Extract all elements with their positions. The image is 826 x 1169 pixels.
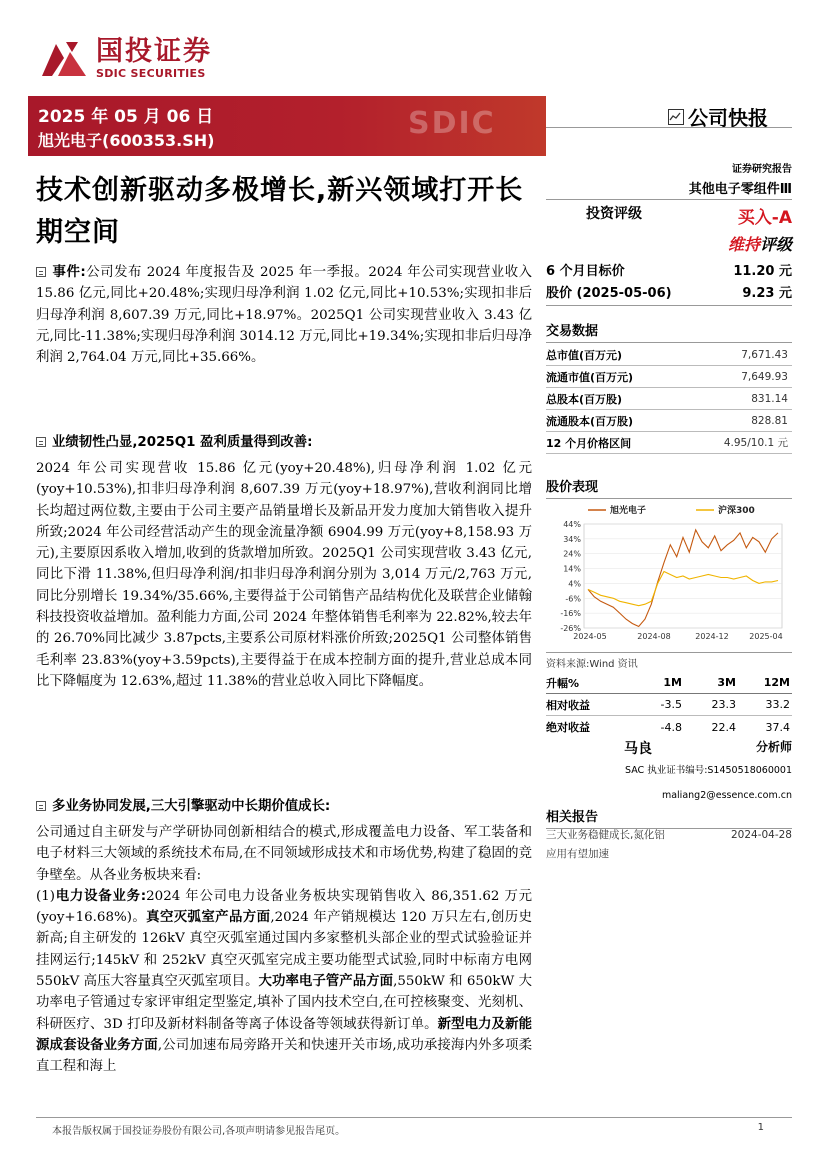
footer: 本报告版权属于国投证券股份有限公司,各项声明请参见报告尾页。 1 [36, 1117, 792, 1137]
report-category: 证券研究报告 [732, 164, 792, 175]
section-icon [36, 267, 46, 277]
logo [38, 36, 212, 80]
y-tick-label: 4% [568, 579, 581, 589]
page-number: 1 [757, 1122, 764, 1133]
section-heading: 多业务协同发展,三大引擎驱动中长期价值成长: [36, 795, 532, 814]
table-row: 流通市值(百万元) 7,649.93 [546, 366, 792, 388]
y-tick-label: 14% [563, 564, 581, 574]
analyst-sac: SAC 执业证书编号:S1450518060001 [625, 765, 792, 776]
table-row: 12 个月价格区间 4.95/10.1 元 [546, 432, 792, 454]
y-tick-label: -6% [565, 594, 581, 604]
analyst-name: 马良 [624, 741, 652, 757]
x-tick-label: 2024-05 [573, 632, 607, 641]
current-price: 股价 (2025-05-06) 9.23 元 [546, 282, 792, 306]
related-report-item[interactable]: 三大业务稳健成长,氮化铝 2024-04-28 应用有望加速 [546, 829, 792, 860]
table-row: 总股本(百万股) 831.14 [546, 388, 792, 410]
table-row: 流通股本(百万股) 828.81 [546, 410, 792, 432]
section-icon [36, 437, 46, 447]
legend-label: 旭光电子 [610, 506, 647, 516]
y-tick-label: 44% [563, 520, 581, 529]
industry: 其他电子零组件Ⅲ [546, 178, 792, 200]
x-tick-label: 2024-12 [695, 632, 729, 641]
logo-mark-icon [38, 36, 90, 80]
x-tick-label: 2024-08 [637, 632, 671, 641]
chart-icon [668, 109, 684, 125]
rating-value: 买入-A [737, 208, 792, 228]
performance-table [546, 672, 792, 738]
header-banner [28, 96, 546, 156]
stock-name: 旭光电子(600353.SH) [38, 131, 215, 150]
brand-name-en: SDIC SECURITIES [96, 66, 206, 80]
report-title: 技术创新驱动多极增长,新兴领域打开长期空间 [36, 175, 524, 248]
legend-label: 沪深300 [718, 506, 755, 516]
section-heading: 业绩韧性凸显,2025Q1 盈利质量得到改善: [36, 431, 532, 450]
table-row: 绝对收益 -4.8 22.4 37.4 [546, 720, 790, 734]
rating-maintain: 维持评级 [727, 235, 792, 254]
y-tick-label: -16% [560, 609, 581, 619]
analyst-info: 马良 分析师 SAC 执业证书编号:S1450518060001 maliang2@essence.com.cn [546, 738, 792, 801]
rating: 投资评级 买入-A [546, 203, 792, 228]
section-event: 事件:公司发布 2024 年度报告及 2025 年一季报。2024 年公司实现营业收入 15.86 亿元,同比+20.48%;实现归母净利润 1.02 亿元,同比+10.53%;实现扣非后归母净利润 8,607.39 万元,同比+18.97%。2025Q1 公司实现营业收入 3.43 亿元,同比-11.38%;实现归母净利润 3014.12 万元,同比+19.34%;实现扣非后归母净利润 2,764.04 万元,同比+35.66%。 [36, 265, 533, 366]
trade-data-head: 交易数据 [546, 320, 792, 343]
brand-name-cn: 国投证券 [96, 35, 212, 67]
y-tick-label: 34% [563, 534, 581, 544]
data-source: 资料来源:Wind 资讯 [546, 652, 792, 670]
analyst-email[interactable]: maliang2@essence.com.cn [661, 790, 792, 801]
target-price: 6 个月目标价 11.20 元 [546, 264, 792, 279]
section-body: 公司通过自主研发与产学研协同创新相结合的模式,形成覆盖电力设备、军工装备和电子材料三大领域的系统技术布局,在不同领域形成技术和市场优势,构建了稳固的竞争壁垒。从各业务板块来看: (1)电力设备业务:2024 年公司电力设备业务板块实现销售收入 86,351.62 万元(yoy+16.68%)。真空灭弧室产品方面,2024 年产销规模达 120 万只左右,创历史新高;自主研发的 126kV 真空灭弧室通过国内多家整机头部企业的型式试验验证并挂网运行;145kV 和 252kV 真空灭弧室完成主要功能型式试验,同时中标南方电网 550kV 高压大容量真空灭弧室项目。大功率电子管产品方面,550kW 和 650kW 大功率电子管通过专家评审组定型鉴定,填补了国内技术空白,在可控核聚变、光刻机、科研医疗、3D 打印及新材料制备等离子体设备等领域获得新订单。新型电力及新能源成套设备业务方面,公司加速布局旁路开关和快速开关市场,成功承接海内外多项柔直工程和海上 [36, 825, 533, 1075]
price-chart [546, 500, 792, 648]
table-row: 总市值(百万元) 7,671.43 [546, 344, 792, 366]
x-tick-label: 2025-04 [749, 632, 783, 641]
report-date: 2025 年 05 月 06 日 [38, 107, 214, 127]
section-body: 2024 年公司实现营收 15.86 亿元(yoy+20.48%),归母净利润 1.02 亿元(yoy+10.53%),扣非归母净利润 8,607.39 万元(yoy+18.97%),营收利润同比增长均超过两位数,主要由于公司主要产品销量增长及新品开发力度加大销售收入提升所致;2024 年公司经营活动产生的现金流量净额 6904.99 万元(yoy+8,158.93 万元),主要原因系收入增加,收到的货款增加所致。2025Q1 公司实现营收 3.43 亿元,同比下滑 11.38%,但归母净利润/扣非归母净利润分别为 3,014 万元/2,763 万元,同比分别增长 19.34%/35.66%,主要得益于公司销售产品结构优化及联营企业储翰科技投资收益增加。盈利能力方面,公司 2024 年整体销售毛利率为 22.82%,较去年的 26.70%同比减少 3.87pcts,主要系公司原材料涨价所致;2025Q1 公司整体销售毛利率 23.83%(yoy+3.59pcts),主要得益于在成本控制方面的提升,营业总成本同比下降幅度为 12.63%,超过 11.38%的营业总收入同比下降幅度。 [36, 461, 532, 689]
section-icon [36, 801, 46, 811]
trade-table [546, 344, 792, 454]
divider [546, 127, 792, 128]
series-line [588, 572, 778, 606]
table-header: 升幅% 1M 3M 12M [546, 672, 792, 694]
report-type: 公司快报 [668, 102, 768, 131]
related-reports-head: 相关报告 [546, 806, 792, 829]
price-performance-head: 股价表现 [546, 476, 792, 499]
y-tick-label: 24% [563, 549, 581, 559]
y-tick-label: -26% [560, 624, 581, 633]
banner-watermark: SDIC [408, 106, 496, 141]
table-row: 相对收益 -3.5 23.3 33.2 [546, 694, 792, 716]
